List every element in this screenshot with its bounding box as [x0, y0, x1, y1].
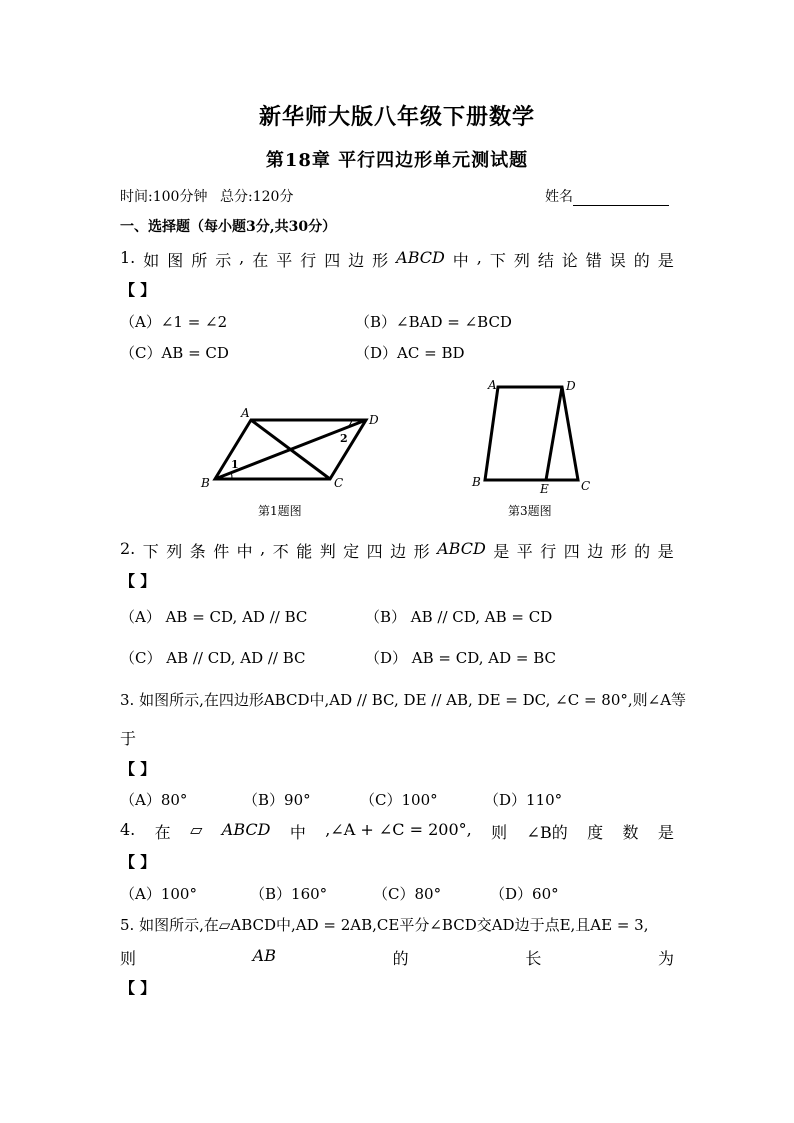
fig3-label-a: A — [488, 378, 497, 392]
q2-stem: 2. 下 列 条 件 中 , 不 能 判 定 四 边 形 ABCD 是 平 行 四 边 形 的 是 — [120, 539, 674, 561]
q3-stem-cont: 于 — [120, 729, 137, 748]
chapter-title: 第18章 平行四边形单元测试题 — [265, 150, 529, 171]
exam-time: 时间:100分钟 — [120, 189, 208, 205]
document-title: 新华师大版八年级下册数学 — [258, 104, 535, 130]
q3-option-d: （D）110° — [484, 791, 563, 809]
q4-option-c: （C）80° — [373, 885, 442, 903]
fig1-diagonal-ac — [251, 420, 330, 479]
q2-option-c: （C） AB // CD, AD // BC — [120, 649, 306, 667]
fig1-label-c: C — [334, 476, 344, 490]
q3-answer-bracket[interactable]: 【 】 — [120, 760, 156, 778]
q3-option-c: （C）100° — [360, 791, 438, 809]
q1-option-d: （D）AC = BD — [355, 344, 465, 362]
name-label: 姓名 — [545, 189, 573, 205]
q1-stem: 1. 如 图 所 示 , 在 平 行 四 边 形 ABCD 中 , 下 列 结 论 错 误 的 是 — [120, 248, 674, 270]
fig3-segment-de — [546, 387, 562, 480]
fig3-trapezoid — [485, 387, 578, 480]
q1-answer-bracket[interactable]: 【 】 — [120, 281, 156, 299]
q2-option-d: （D） AB = CD, AD = BC — [365, 649, 557, 667]
q2-option-a: （A） AB = CD, AD // BC — [120, 608, 308, 626]
q1-option-a: （A）∠1 = ∠2 — [120, 313, 228, 331]
q1-option-c: （C）AB = CD — [120, 344, 229, 362]
q3-option-b: （B）90° — [243, 791, 311, 809]
fig1-label-angle1: 1 — [231, 458, 239, 471]
fig1-label-d: D — [369, 413, 379, 427]
q3-stem: 3. 如图所示,在四边形ABCD中,AD // BC, DE // AB, DE = DC, ∠C = 80°,则∠A等 — [120, 691, 687, 709]
fig1-label-a: A — [241, 406, 250, 420]
q4-option-d: （D）60° — [490, 885, 559, 903]
q4-stem: 4. 在 ▱ ABCD 中 ,∠A + ∠C = 200°, 则 ∠B的 度 数 是 — [120, 820, 674, 842]
fig1-caption: 第1题图 — [258, 504, 302, 518]
section-heading: 一、选择题（每小题3分,共30分） — [120, 219, 337, 235]
fig1-label-angle2: 2 — [340, 432, 348, 445]
fig3-label-b: B — [472, 475, 481, 489]
q3-option-a: （A）80° — [120, 791, 188, 809]
fig3-caption: 第3题图 — [508, 504, 552, 518]
total-score: 总分:120分 — [220, 189, 294, 205]
q1-option-b: （B）∠BAD = ∠BCD — [355, 313, 512, 331]
q2-answer-bracket[interactable]: 【 】 — [120, 572, 156, 590]
q5-stem: 5. 如图所示,在▱ABCD中,AD = 2AB,CE平分∠BCD交AD边于点E,且AE = 3, — [120, 916, 649, 934]
q5-answer-bracket[interactable]: 【 】 — [120, 979, 156, 997]
fig1-label-b: B — [201, 476, 210, 490]
fig3-label-c: C — [581, 479, 591, 493]
fig3-label-e: E — [540, 482, 549, 496]
q5-stem-cont: 则 AB 的 长 为 — [120, 946, 674, 968]
q4-option-b: （B）160° — [250, 885, 328, 903]
q4-option-a: （A）100° — [120, 885, 197, 903]
q4-answer-bracket[interactable]: 【 】 — [120, 853, 156, 871]
q2-option-b: （B） AB // CD, AB = CD — [365, 608, 553, 626]
fig3-label-d: D — [566, 379, 576, 393]
